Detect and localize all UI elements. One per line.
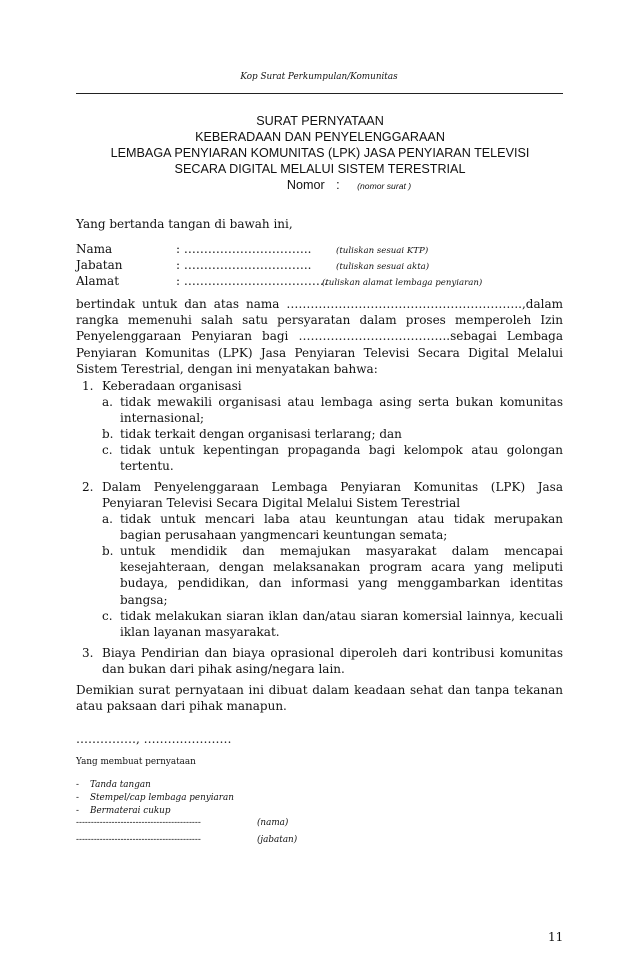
- closing-paragraph: Demikian surat pernyataan ini dibuat dalam keadaan sehat dan tanpa tekanan atau paksaan dari pihak manapun.: [76, 683, 563, 714]
- intro-text: Yang bertanda tangan di bawah ini,: [76, 217, 293, 231]
- sub-item-text: tidak untuk mencari laba atau keuntungan atau tidak merupakan bagian perusahaan yangmencari keuntungan semata;: [120, 512, 563, 543]
- item-text: Dalam Penyelenggaraan Lembaga Penyiaran Komunitas (LPK) Jasa Penyiaran Televisi Secara Digital Melalui Sistem Terestrial: [102, 480, 563, 511]
- field-alamat-hint: (tuliskan alamat lembaga penyiaran): [322, 278, 483, 288]
- item-text: Keberadaan organisasi: [102, 379, 242, 393]
- nomor-hint: (nomor surat ): [357, 181, 412, 191]
- sign-item: Tanda tangan: [90, 780, 151, 790]
- title-line-1: SURAT PERNYATAAN: [256, 114, 384, 128]
- field-jabatan-hint: (tuliskan sesuai akta): [336, 262, 430, 272]
- page-number: 11: [548, 930, 564, 944]
- item-number: 2.: [82, 480, 94, 494]
- field-jabatan-value: : …………………………..: [176, 258, 312, 272]
- sub-item-letter: b.: [102, 427, 114, 441]
- signer-label: Yang membuat pernyataan: [76, 757, 196, 767]
- field-nama-value: : …………………………..: [176, 242, 312, 256]
- position-hint: (jabatan): [257, 835, 298, 845]
- title-line-4: SECARA DIGITAL MELALUI SISTEM TERESTRIAL: [174, 162, 466, 176]
- body-paragraph: bertindak untuk dan atas nama …………………………………………………..,dalam rangka memenuhi salah satu persyaratan dalam proses memperoleh Izin Penyelenggaraan Penyiaran bagi ………………………………..sebagai Lembaga Penyiaran Komunitas (LPK) Jasa Penyiaran Televisi Secara Digital Melalui Sistem Terestrial, dengan ini menyatakan bahwa:: [76, 297, 563, 376]
- field-nama-hint: (tuliskan sesuai KTP): [336, 246, 429, 256]
- sign-item: Bermaterai cukup: [90, 806, 171, 816]
- name-hint: (nama): [257, 818, 289, 828]
- field-alamat-label: Alamat: [76, 274, 120, 288]
- field-nama-label: Nama: [76, 242, 113, 256]
- sub-item-text: tidak untuk kepentingan propaganda bagi kelompok atau golongan tertentu.: [120, 443, 563, 474]
- sub-item-text: tidak mewakili organisasi atau lembaga asing serta bukan komunitas internasional;: [120, 395, 563, 426]
- nomor-colon: :: [336, 178, 340, 192]
- sub-item-text: tidak terkait dengan organisasi terlarang; dan: [120, 427, 402, 441]
- item-number: 1.: [82, 379, 94, 393]
- sub-item-letter: c.: [102, 609, 113, 623]
- item-number: 3.: [82, 646, 94, 660]
- position-signature-line: ------------------------------------------: [76, 835, 201, 845]
- sign-item: Stempel/cap lembaga penyiaran: [90, 793, 234, 803]
- sub-item-letter: a.: [102, 512, 113, 526]
- letterhead-placeholder: Kop Surat Perkumpulan/Komunitas: [240, 72, 398, 82]
- sub-item-letter: c.: [102, 443, 113, 457]
- place-date-line: ……………, ……….…………: [76, 732, 232, 746]
- name-signature-line: ------------------------------------------: [76, 818, 201, 828]
- title-line-2: KEBERADAAN DAN PENYELENGGARAAN: [195, 130, 445, 144]
- nomor-line: [60, 177, 580, 194]
- sub-item-text: tidak melakukan siaran iklan dan/atau siaran komersial lainnya, kecuali iklan layanan masyarakat.: [120, 609, 563, 640]
- title-line-3: LEMBAGA PENYIARAN KOMUNITAS (LPK) JASA PENYIARAN TELEVISI: [110, 146, 530, 160]
- sign-dash: -: [76, 793, 79, 803]
- sign-dash: -: [76, 806, 79, 816]
- nomor-label: Nomor: [286, 178, 325, 192]
- item-text: Biaya Pendirian dan biaya oprasional diperoleh dari kontribusi komunitas dan bukan dari pihak asing/negara lain.: [102, 646, 563, 677]
- field-alamat-value: : ………………………………: [176, 274, 328, 288]
- header-divider: [76, 93, 563, 94]
- sub-item-letter: b.: [102, 544, 114, 558]
- field-jabatan-label: Jabatan: [76, 258, 123, 272]
- sub-item-letter: a.: [102, 395, 113, 409]
- document-title: [60, 113, 580, 194]
- sub-item-text: untuk mendidik dan memajukan masyarakat dalam mencapai kesejahteraan, dengan melaksanakan program acara yang meliputi budaya, pendidikan, dan informasi yang menggambarkan identitas bangsa;: [120, 544, 563, 607]
- sign-dash: -: [76, 780, 79, 790]
